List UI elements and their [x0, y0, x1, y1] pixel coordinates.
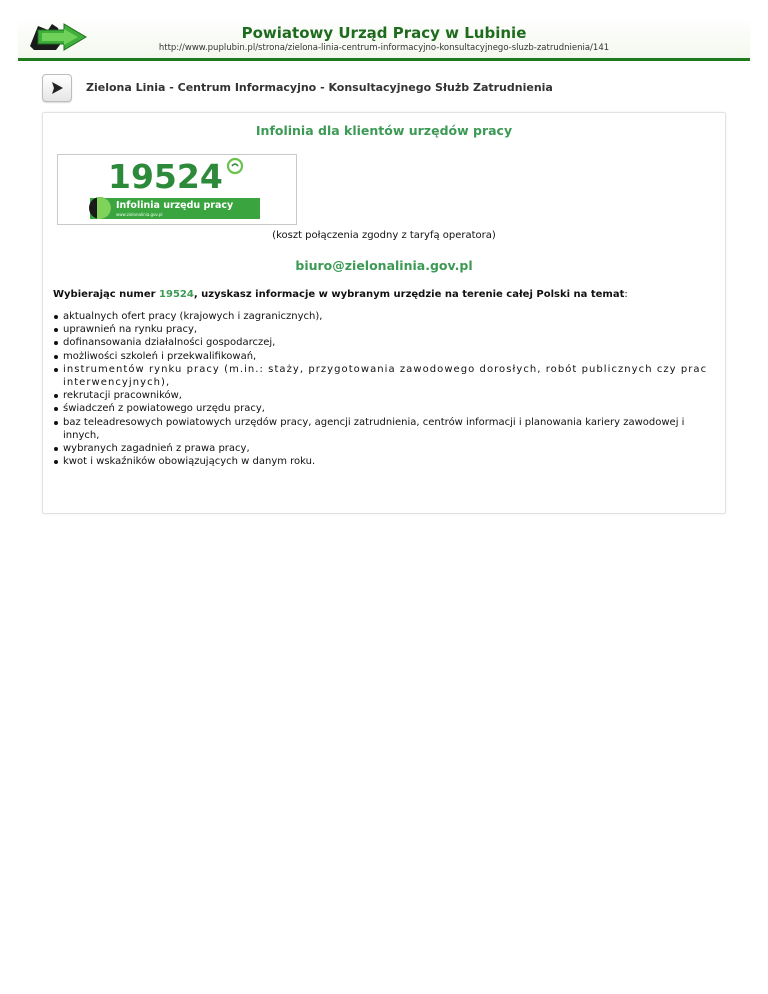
site-title: Powiatowy Urząd Pracy w Lubinie	[241, 24, 527, 42]
arrow-right-icon	[50, 81, 64, 95]
intro-colon: :	[624, 289, 628, 300]
cost-note: (koszt połączenia zgodny z taryfą operatora)	[272, 230, 496, 241]
intro-number: 19524	[159, 289, 194, 300]
banner-label: Infolinia urzędu pracy	[116, 200, 234, 211]
intro-before: Wybierając numer	[53, 289, 160, 300]
banner-circle-icon	[89, 197, 111, 219]
content-panel	[42, 112, 726, 514]
content-title: Infolinia dla klientów urzędów pracy	[255, 123, 513, 138]
email-link[interactable]: biuro@zielonalinia.gov.pl	[295, 258, 473, 273]
list-item: instrumentów rynku pracy (m.in.: staży, przygotowania zawodowego dorosłych, robót publicznych czy prac interwencyjnych),	[53, 363, 715, 389]
site-url[interactable]: http://www.puplubin.pl/strona/zielona-linia-centrum-informacyjno-konsultacyjnego-sluzb-zatrudnienia/141	[158, 43, 610, 53]
intro-after: , uzyskasz informacje w wybranym urzędzie na terenie całej Polski na temat	[193, 289, 625, 300]
intro-text	[53, 289, 628, 300]
list-item: rekrutacji pracowników,	[53, 389, 715, 402]
breadcrumb-title: Zielona Linia - Centrum Informacyjno - Konsultacyjnego Służb Zatrudnienia	[86, 81, 553, 94]
list-item: kwot i wskaźników obowiązujących w danym roku.	[53, 455, 715, 468]
topics-list	[53, 310, 715, 468]
banner-number: 19524	[108, 157, 223, 196]
banner-bar	[90, 198, 260, 219]
list-item: baz teleadresowych powiatowych urzędów pracy, agencji zatrudnienia, centrów informacji i planowania kariery zawodowej i innych,	[53, 416, 715, 442]
list-item: uprawnień na rynku pracy,	[53, 323, 715, 336]
list-item: wybranych zagadnień z prawa pracy,	[53, 442, 715, 455]
list-item: dofinansowania działalności gospodarczej,	[53, 336, 715, 349]
list-item: aktualnych ofert pracy (krajowych i zagranicznych),	[53, 310, 715, 323]
page-header	[18, 18, 750, 61]
phone-swirl-icon	[226, 157, 246, 175]
breadcrumb	[42, 74, 728, 102]
back-button[interactable]	[42, 74, 72, 102]
list-item: świadczeń z powiatowego urzędu pracy,	[53, 402, 715, 415]
infolinia-banner	[57, 154, 297, 225]
list-item: możliwości szkoleń i przekwalifikowań,	[53, 350, 715, 363]
banner-website: www.zielonalinia.gov.pl	[116, 212, 163, 217]
